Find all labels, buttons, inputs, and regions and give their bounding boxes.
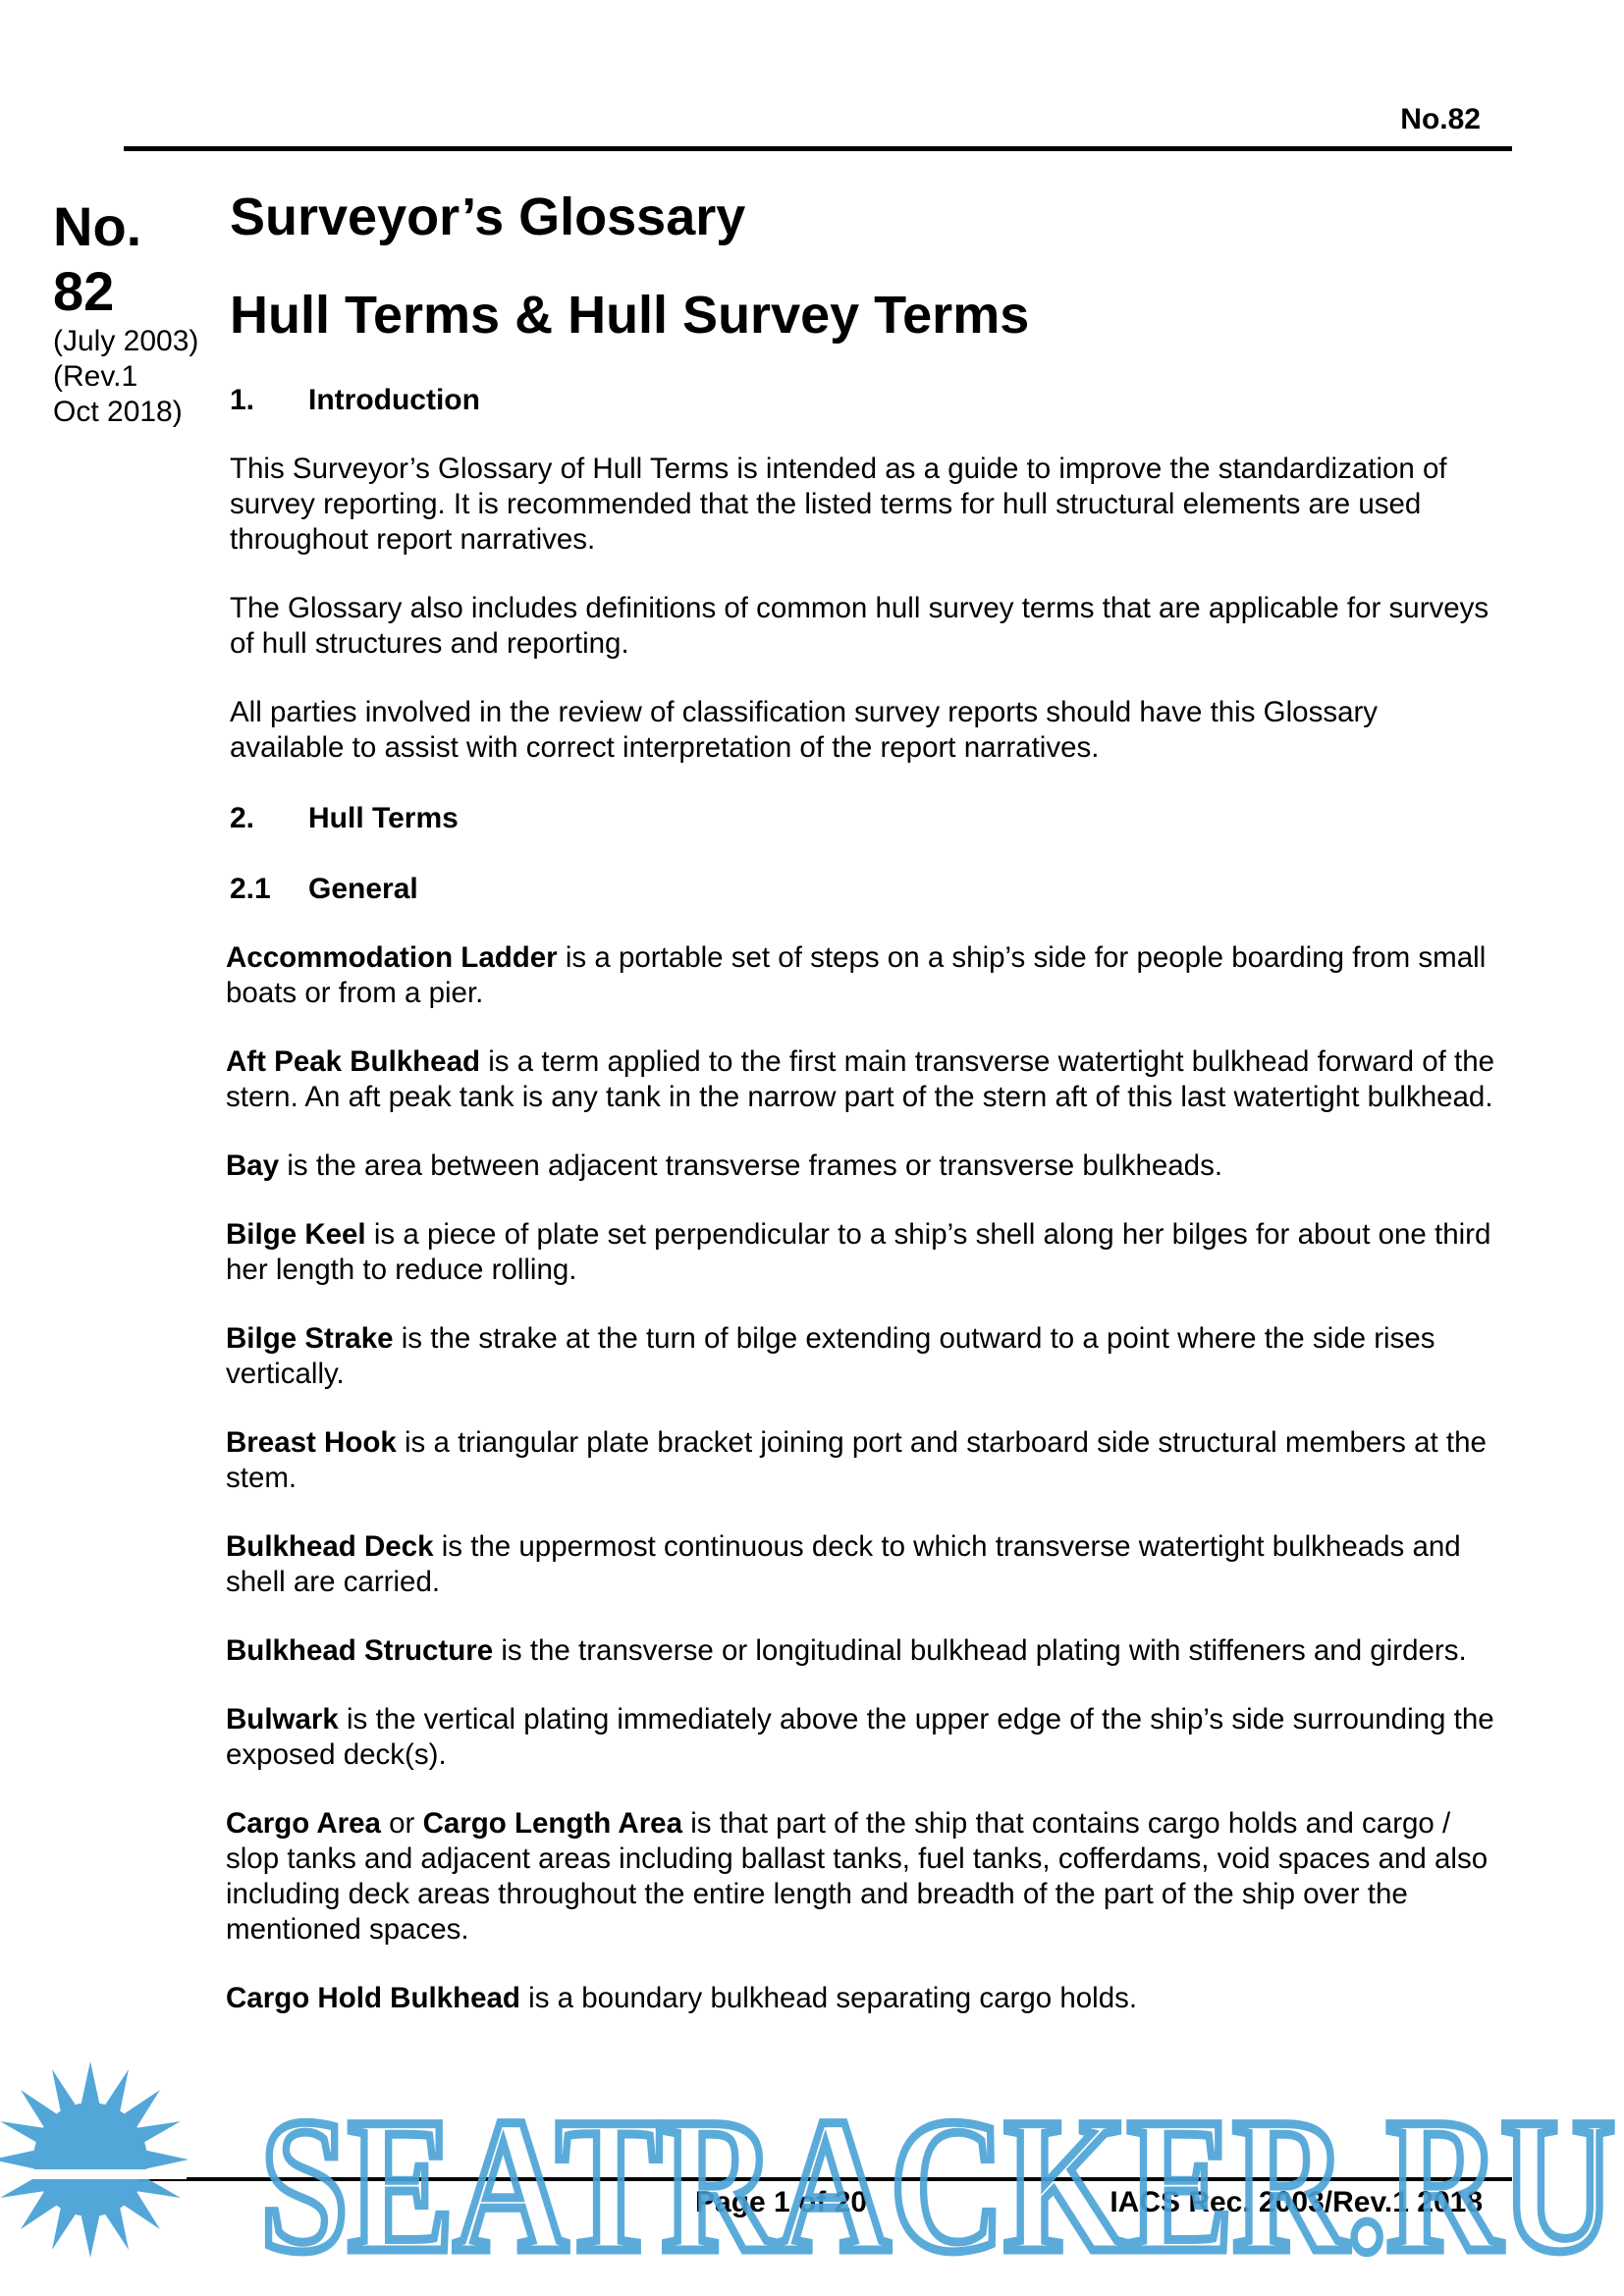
definition-list (226, 940, 1496, 2016)
section-heading-general (230, 872, 1496, 907)
page-footer (137, 2185, 1483, 2224)
definition-text: is the uppermost continuous deck to which transverse watertight bulkheads and shell are carried. (226, 1530, 1461, 1598)
section-number: 1. (230, 384, 255, 416)
main-content (226, 185, 1496, 2046)
definition-text: is the vertical plating immediately above the upper edge of the ship’s side surrounding the exposed deck(s). (226, 1703, 1494, 1771)
definition-text: is the strake at the turn of bilge extending outward to a point where the side rises vertically. (226, 1322, 1435, 1390)
definition-item (226, 1529, 1496, 1600)
definition-text: is a triangular plate bracket joining port and starboard side structural members at the stem. (226, 1426, 1487, 1494)
footer-recommendation-ref: IACS Rec. 2003/Rev.1 2018 (1110, 2186, 1483, 2218)
definition-item (226, 940, 1496, 1011)
definition-text: is the area between adjacent transverse frames or transverse bulkheads. (279, 1149, 1223, 1182)
section-title: Hull Terms (308, 802, 459, 834)
definition-item (226, 1633, 1496, 1669)
definition-item (226, 1806, 1496, 1948)
definition-term: Bulkhead Structure (226, 1634, 494, 1667)
intro-paragraph-2: The Glossary also includes definitions of common hull survey terms that are applicable for surveys of hull structures and reporting. (230, 592, 1489, 660)
sidebar-no-value: 82 (53, 260, 115, 322)
definition-item (226, 1981, 1496, 2016)
header-document-number: No.82 (1400, 103, 1481, 135)
definition-term: Bilge Strake (226, 1322, 394, 1355)
definition-term-alt: Cargo Length Area (422, 1807, 682, 1840)
intro-paragraph-3: All parties involved in the review of classification survey reports should have this Glossary available to assist with correct interpretation of the report narratives. (230, 696, 1379, 764)
definition-term: Accommodation Ladder (226, 941, 558, 974)
definition-term: Aft Peak Bulkhead (226, 1045, 481, 1078)
definition-text: is that part of the ship that contains cargo holds and cargo / slop tanks and adjacent areas including ballast tanks, fuel tanks, cofferdams, void spaces and also including deck areas throughout the entire length and breadth of the part of the ship over the mentioned spaces. (226, 1807, 1489, 1946)
section-heading-introduction (230, 383, 1496, 418)
definition-text: is a portable set of steps on a ship’s side for people boarding from small boats or from a pier. (226, 941, 1487, 1009)
section-title: General (308, 873, 418, 905)
footer-rule (137, 2177, 1512, 2181)
section-title: Introduction (308, 384, 480, 416)
sun-burst-icon (0, 2061, 189, 2258)
definition-text: is the transverse or longitudinal bulkhead plating with stiffeners and girders. (493, 1634, 1467, 1667)
definition-term: Bulwark (226, 1703, 339, 1735)
section-heading-hull-terms (230, 801, 1496, 836)
watermark-text: SEATRACKER.RU (260, 2079, 1615, 2292)
header-rule (124, 146, 1512, 151)
definition-item (226, 1321, 1496, 1392)
page-subtitle: Hull Terms & Hull Survey Terms (230, 286, 1030, 345)
definition-term: Cargo Hold Bulkhead (226, 1982, 520, 2014)
definition-term: Bilge Keel (226, 1218, 366, 1251)
footer-page-number: Page 1 of 20 (695, 2186, 868, 2218)
definition-term: Breast Hook (226, 1426, 397, 1459)
definition-text: is a term applied to the first main transverse watertight bulkhead forward of the stern. An aft peak tank is any tank in the narrow part of the stern aft of this last watertight bulkhead. (226, 1045, 1495, 1113)
page-title: Surveyor’s Glossary (230, 187, 746, 246)
section-number: 2. (230, 802, 255, 834)
sidebar-no-label: No. (53, 195, 142, 257)
definition-term: Bulkhead Deck (226, 1530, 434, 1563)
intro-paragraph-1: This Surveyor’s Glossary of Hull Terms is intended as a guide to improve the standardization of survey reporting. It is recommended that the listed terms for hull structural elements are used throughout report narratives. (230, 453, 1447, 556)
sidebar-revision-line1: (Rev.1 (53, 360, 138, 393)
definition-text: or (380, 1807, 423, 1840)
sidebar-document-id (53, 194, 230, 430)
definition-item (226, 1702, 1496, 1773)
definition-text: is a piece of plate set perpendicular to a ship’s shell along her bilges for about one third her length to reduce rolling. (226, 1218, 1491, 1286)
definition-text: is a boundary bulkhead separating cargo holds. (519, 1982, 1138, 2014)
watermark-logo (0, 2022, 1624, 2296)
sidebar-date: (July 2003) (53, 325, 199, 357)
definition-item (226, 1425, 1496, 1496)
sidebar-revision-line2: Oct 2018) (53, 396, 183, 428)
definition-item (226, 1217, 1496, 1288)
section-number: 2.1 (230, 873, 271, 905)
definition-item (226, 1044, 1496, 1115)
definition-item (226, 1148, 1496, 1184)
definition-term: Cargo Area (226, 1807, 381, 1840)
definition-term: Bay (226, 1149, 280, 1182)
